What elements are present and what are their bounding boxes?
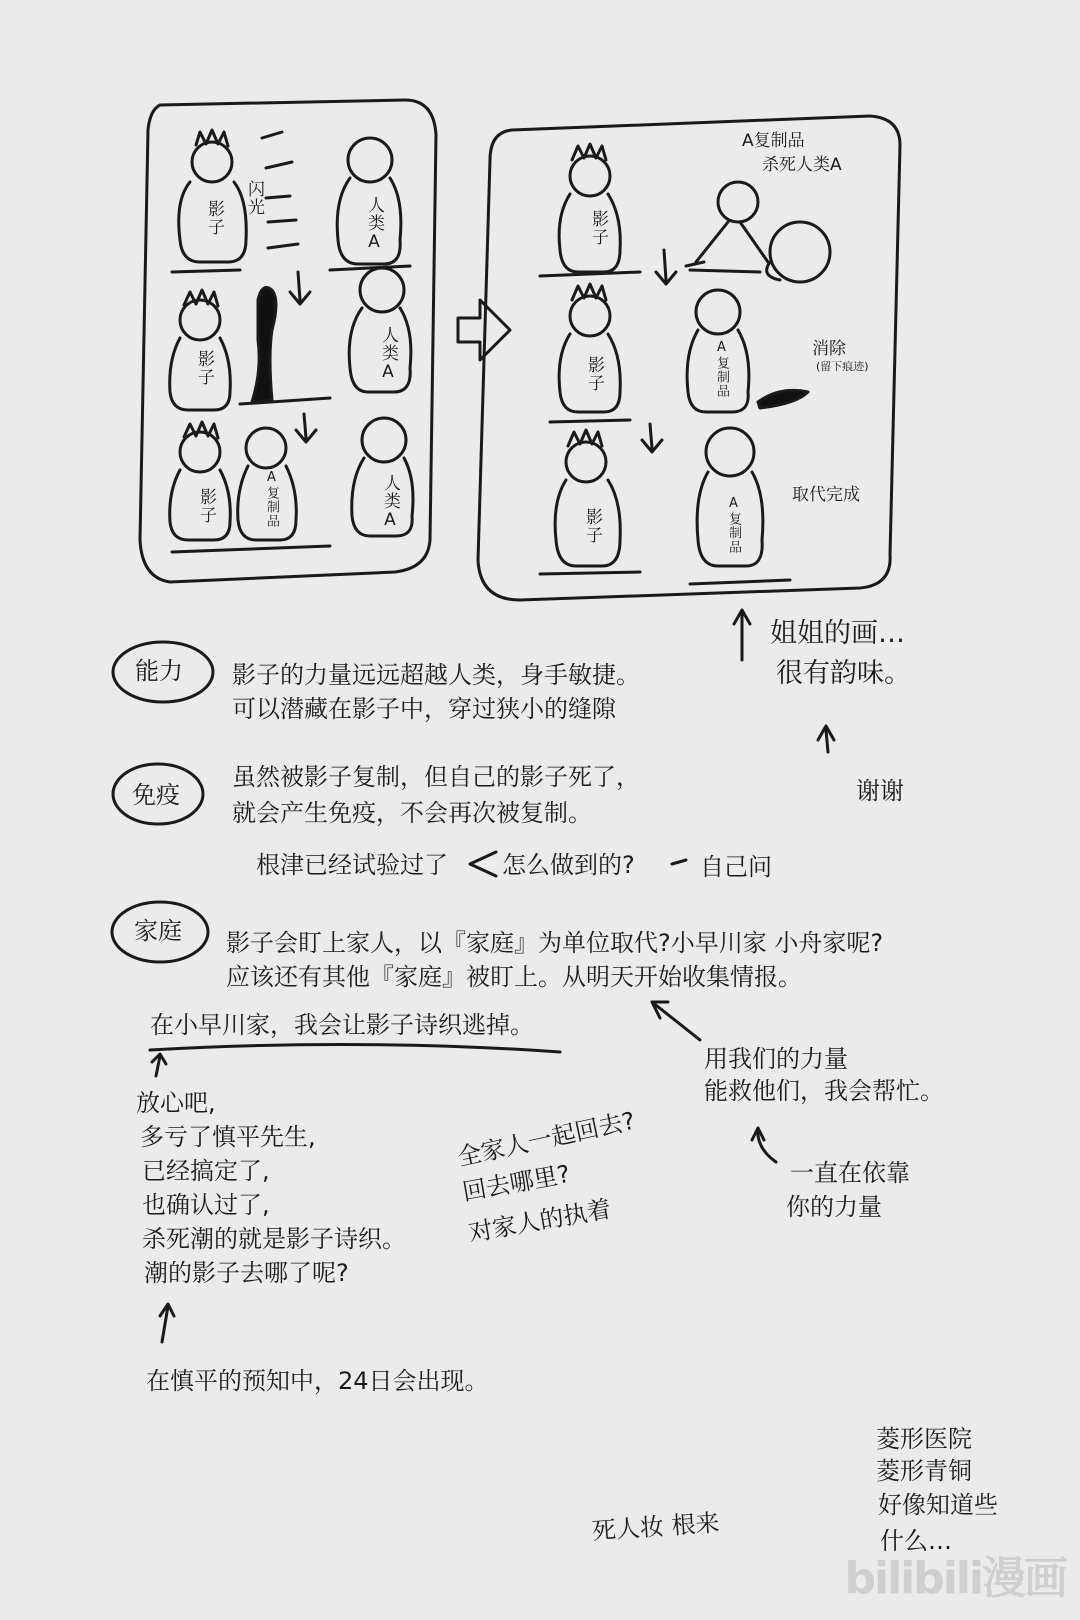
flash-label: 闪光 bbox=[244, 180, 264, 216]
power-note-line1: 用我们的力量 bbox=[704, 1045, 848, 1073]
sister-note-line2: 很有韵味。 bbox=[776, 658, 911, 689]
left-shadow-figure-1 bbox=[179, 130, 247, 262]
family-return-line3: 对家人的执着 bbox=[466, 1194, 614, 1248]
right-top-shadow-label: 影子 bbox=[588, 210, 608, 246]
relief-line6: 潮的影子去哪了呢? bbox=[144, 1259, 349, 1287]
black-shadow-silhouette bbox=[252, 288, 276, 402]
makeup-note: 死人妆 根来 bbox=[591, 1508, 721, 1546]
kill-scene bbox=[686, 182, 830, 282]
foresight-note: 在慎平的预知中，24日会出现。 bbox=[146, 1367, 489, 1395]
left-mid-shadow-label: 影子 bbox=[194, 350, 214, 386]
relief-line2: 多亏了慎平先生, bbox=[140, 1123, 316, 1151]
immunity-tag: 免疫 bbox=[132, 781, 180, 809]
right-bot-shadow-label: 影子 bbox=[582, 508, 602, 544]
escape-note: 在小早川家，我会让影子诗织逃掉。 bbox=[150, 1011, 534, 1039]
erase-sub-note: (留下痕迹) bbox=[816, 360, 869, 373]
immunity-side-note: 根津已经试验过了 bbox=[256, 851, 448, 879]
relief-line1: 放心吧, bbox=[136, 1089, 216, 1117]
immunity-line1: 虽然被影子复制，但自己的影子死了， bbox=[232, 763, 640, 791]
right-mid-shadow-label: 影子 bbox=[584, 356, 604, 392]
left-top-human-label: 人类A bbox=[364, 196, 384, 253]
left-top-shadow-label: 影子 bbox=[204, 200, 224, 236]
immunity-line2: 就会产生免疫，不会再次被复制。 bbox=[232, 799, 592, 827]
erase-note: 消除 bbox=[812, 339, 846, 359]
sister-note-line1: 姐姐的画… bbox=[770, 618, 905, 649]
family-return-line2: 回去哪里? bbox=[460, 1159, 573, 1207]
done-note: 取代完成 bbox=[792, 485, 860, 505]
right-shadow-figure-3 bbox=[555, 430, 620, 566]
erase-scribble bbox=[758, 390, 808, 408]
family-line1: 影子会盯上家人，以『家庭』为单位取代?小早川家 小舟家呢? bbox=[226, 929, 884, 957]
left-bot-human-label: 人类A bbox=[380, 474, 400, 531]
right-shadow-figure-2 bbox=[559, 284, 620, 412]
flash-lines bbox=[262, 132, 298, 248]
family-line2: 应该还有其他『家庭』被盯上。从明天开始收集情报。 bbox=[226, 963, 802, 991]
left-bot-shadow-label: 影子 bbox=[196, 488, 216, 524]
family-return-line1: 全家人一起回去? bbox=[454, 1106, 638, 1172]
relief-line3: 已经搞定了, bbox=[142, 1157, 270, 1185]
immunity-question: 怎么做到的? bbox=[502, 851, 635, 879]
hospital-note-line2: 菱形青铜 bbox=[876, 1457, 972, 1485]
left-mid-human-label: 人类A bbox=[378, 326, 398, 383]
family-tag: 家庭 bbox=[134, 917, 182, 945]
right-shadow-figure-1 bbox=[559, 144, 620, 272]
bilibili-watermark-logo: bilibili漫画 bbox=[844, 1553, 1066, 1604]
right-mid-copy-label: A复制品 bbox=[714, 340, 729, 398]
relief-line4: 也确认过了, bbox=[142, 1191, 270, 1219]
hospital-note-line1: 菱形医院 bbox=[876, 1425, 972, 1453]
kill-note-line1: A复制品 bbox=[742, 131, 805, 151]
hospital-note-line3: 好像知道些 bbox=[878, 1491, 998, 1519]
hospital-note-line4: 什么… bbox=[880, 1527, 952, 1555]
relief-line5: 杀死潮的就是影子诗织。 bbox=[142, 1225, 406, 1253]
right-bot-copy-label: A复制品 bbox=[726, 496, 741, 554]
rely-note-line1: 一直在依靠 bbox=[790, 1159, 910, 1187]
kill-note-line2: 杀死人类A bbox=[762, 155, 842, 175]
thanks-note: 谢谢 bbox=[856, 777, 904, 805]
ability-line2: 可以潜藏在影子中，穿过狭小的缝隙 bbox=[232, 695, 616, 723]
ability-tag: 能力 bbox=[135, 657, 183, 685]
power-note-line2: 能救他们，我会帮忙。 bbox=[704, 1077, 944, 1105]
left-bot-copy-label: A复制品 bbox=[264, 470, 279, 528]
immunity-self-ask: 自己问 bbox=[700, 853, 772, 881]
ability-line1: 影子的力量远远超越人类，身手敏捷。 bbox=[232, 661, 640, 689]
rely-note-line2: 你的力量 bbox=[786, 1193, 882, 1221]
